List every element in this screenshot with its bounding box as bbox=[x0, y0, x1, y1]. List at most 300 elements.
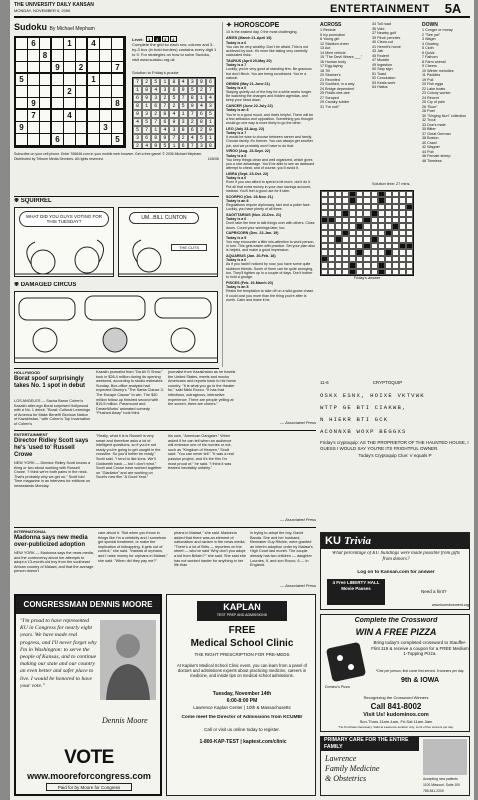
sudoku-cell[interactable] bbox=[88, 50, 100, 62]
sudoku-cell[interactable] bbox=[40, 122, 52, 134]
across-clue: 45 Rodent bbox=[372, 53, 390, 58]
sudoku-cell[interactable] bbox=[88, 122, 100, 134]
down-clue: 4 Glowing bbox=[422, 41, 439, 46]
solution-cell: 6 bbox=[206, 78, 215, 86]
horoscope-rating: Today is a 5 bbox=[226, 235, 247, 240]
circus-icon: ❋ bbox=[14, 282, 21, 288]
sudoku-cell[interactable]: 9 bbox=[28, 98, 40, 110]
sudoku-title-text: Sudoku bbox=[14, 22, 47, 32]
crossword-square[interactable] bbox=[392, 269, 399, 275]
crossword-square[interactable] bbox=[385, 269, 392, 275]
crossword-answer-label: Friday's answer bbox=[353, 276, 381, 280]
sudoku-cell[interactable] bbox=[64, 62, 76, 74]
crossword-section bbox=[320, 22, 470, 284]
dominos-title: Complete the Crossword bbox=[354, 617, 438, 624]
sudoku-cell[interactable] bbox=[28, 134, 40, 146]
solution-time: Solution time: 27 mins. bbox=[372, 182, 411, 186]
down-clue: 40 Crawl bbox=[422, 140, 437, 145]
kaplan-call: Call or visit us online today to register. bbox=[204, 727, 280, 732]
horoscope-rating: Today is a 6 bbox=[226, 85, 247, 90]
sudoku-cell[interactable] bbox=[16, 98, 28, 110]
across-clue: 47 Muddle bbox=[372, 58, 390, 62]
level-box: 2 bbox=[154, 36, 161, 42]
down-clue: 25 Cry of pain bbox=[422, 100, 445, 104]
kaplan-ad[interactable] bbox=[166, 594, 316, 796]
comic-rule bbox=[14, 196, 219, 197]
crossword-square[interactable] bbox=[342, 269, 349, 275]
crossword-square[interactable] bbox=[363, 269, 370, 275]
masthead-rule bbox=[14, 16, 470, 18]
sudoku-cell[interactable] bbox=[52, 50, 64, 62]
sudoku-cell[interactable]: 6 bbox=[52, 134, 64, 146]
sudoku-cell[interactable] bbox=[88, 134, 100, 146]
horoscope-entry bbox=[226, 82, 316, 103]
crossword-square[interactable] bbox=[406, 269, 413, 275]
cryptoquip-line: OSKX ESNX, HOIXE VKTVWK bbox=[320, 392, 425, 399]
across-clue: 20 Strainer's bbox=[320, 73, 341, 77]
solution-cell: 3 bbox=[151, 94, 160, 102]
sudoku-cell[interactable]: 2 bbox=[76, 62, 88, 74]
ku-hint: Need a hint? bbox=[421, 589, 447, 594]
sudoku-cell[interactable]: 8 bbox=[40, 50, 52, 62]
across-title: ACROSS bbox=[320, 22, 342, 28]
kaplan-body: At Kaplan's Medical School Clinic event, you can learn from a panel of doctors and admissions experts about practicing medicine, careers in medicine, and inside tips on medical school admissions. bbox=[177, 663, 307, 679]
solution-cell: 7 bbox=[179, 94, 188, 102]
dominos-url[interactable]: Visit Us! kudominos.com bbox=[363, 712, 429, 718]
sudoku-cell[interactable] bbox=[16, 62, 28, 74]
sudoku-cell[interactable] bbox=[100, 74, 112, 86]
madonna-credit: — Associated Press bbox=[280, 583, 316, 588]
sudoku-cell[interactable]: 5 bbox=[16, 74, 28, 86]
solution-cell: 1 bbox=[179, 110, 188, 118]
horoscope-text: Luckily, you're very good at standing firm. Be gracious but don't flinch. You are being scrutinized. You're a natural. bbox=[226, 67, 312, 80]
horoscope-text: Regulations require diplomacy, tact and a poker face. Luckily, you have plenty of all three. bbox=[226, 203, 311, 212]
down-clue: 5 Cloth bbox=[422, 46, 434, 50]
solution-cell: 7 bbox=[188, 110, 197, 118]
solution-cell: 4 bbox=[133, 118, 142, 126]
solution-cell: 5 bbox=[160, 142, 169, 149]
solution-cell: 7 bbox=[160, 102, 169, 110]
solution-cell: 5 bbox=[197, 134, 206, 142]
borat-headline: Borat spoof surprisingly takes No. 1 spot in debut bbox=[14, 376, 86, 389]
down-clue: 32 Trout bbox=[422, 118, 436, 122]
sudoku-cell[interactable] bbox=[16, 38, 28, 50]
sudoku-cell[interactable] bbox=[100, 110, 112, 122]
horoscope-sign: PISCES (Feb. 19-March 20) bbox=[226, 280, 273, 285]
sudoku-cell[interactable] bbox=[112, 50, 124, 62]
sudoku-cell[interactable] bbox=[40, 110, 52, 122]
sudoku-cell[interactable] bbox=[64, 74, 76, 86]
sudoku-cell[interactable] bbox=[16, 86, 28, 98]
cryptoquip-answer: AS THE PROPRIETOR OF THE HAUNTED HOUSE, I GUESS I WOULD SAY YOU'RE ITS FRIGHTFUL OWNER. bbox=[320, 440, 469, 451]
sudoku-cell[interactable] bbox=[28, 74, 40, 86]
sudoku-intro: Complete the grid so each row, column and 3-by-3 box (in bold borders) contains every digit 1 to 9. For strategies on how to solve Sudoku, visit www.sudoku.org.uk bbox=[132, 42, 217, 62]
crossword-grid[interactable] bbox=[320, 190, 414, 276]
sudoku-cell[interactable] bbox=[52, 74, 64, 86]
solution-cell: 5 bbox=[179, 102, 188, 110]
horoscope-rating: Today is an 8 bbox=[226, 198, 249, 203]
sudoku-cell[interactable] bbox=[76, 98, 88, 110]
solution-cell: 2 bbox=[197, 126, 206, 134]
primary-care-ad[interactable] bbox=[320, 736, 470, 796]
horoscope-sign: SAGITTARIUS (Nov. 22-Dec. 21) bbox=[226, 212, 282, 217]
sudoku-grid[interactable] bbox=[14, 36, 126, 148]
solution-cell: 1 bbox=[142, 102, 151, 110]
horoscope-text: Staying quietly out of the fray for a while works longer. Be watching the changes and hidden agendas, and keep your head down. bbox=[226, 90, 312, 103]
sudoku-cell[interactable] bbox=[88, 98, 100, 110]
cryptoquip-clue: Today's Cryptoquip Clue: V equals P bbox=[358, 453, 432, 459]
sudoku-cell[interactable] bbox=[40, 86, 52, 98]
paper-name: THE UNIVERSITY DAILY KANSAN bbox=[14, 2, 94, 8]
solution-cell: 5 bbox=[169, 94, 178, 102]
horoscope-sign: CAPRICORN (Dec. 22-Jan. 19) bbox=[226, 231, 279, 236]
across-clue: 50 Stop sign bbox=[372, 67, 393, 71]
sudoku-cell[interactable] bbox=[76, 110, 88, 122]
solution-cell: 2 bbox=[179, 134, 188, 142]
moore-signature: Dennis Moore bbox=[102, 716, 148, 725]
sudoku-cell[interactable] bbox=[100, 62, 112, 74]
down-clue: 33 Doe's mate bbox=[422, 122, 446, 127]
sudoku-cell[interactable] bbox=[64, 98, 76, 110]
solution-cell: 3 bbox=[206, 102, 215, 110]
sudoku-cell[interactable]: 6 bbox=[28, 38, 40, 50]
ku-logo: KU bbox=[325, 535, 341, 547]
across-clue: 1 Recede bbox=[320, 28, 336, 32]
circus-drawing bbox=[15, 292, 217, 362]
sudoku-cell[interactable] bbox=[52, 38, 64, 50]
damaged-circus-comic bbox=[14, 282, 219, 364]
moore-ad[interactable] bbox=[14, 594, 162, 796]
scott-headline: Director Ridley Scott says he's 'used to' Russell Crowe bbox=[14, 438, 89, 458]
solution-cell: 2 bbox=[188, 118, 197, 126]
across-clue: 43 Jab bbox=[372, 49, 384, 53]
borat-text: LOS ANGELES — Sacha Baron Cohen's Kazakh alter-ego Borat surprised Hollywood with a No. 1 debut. "Borat: Cultural Learnings of America for Make Benefit Glorious Nation of Kazakhstan," with Cohen's Top Incarnation of Cohen's bbox=[14, 399, 91, 426]
solution-cell: 9 bbox=[151, 142, 160, 149]
scott-col2: "Really, what it is is Russell is very smart and therefore asks a lot of intelligent questions, so if you're not ready you're going to get caught in the crossfire. So you'd better be ready," Scott said. "I tend to like lions. We'll Goldsmith hack — but I don't mind." Scott and Crowe have worked together on "Gladiator" and are working on Scott's new film "A Good Year." bbox=[96, 434, 162, 480]
kaplan-logo: KAPLAN bbox=[223, 602, 261, 612]
squirrel-title-text: SQUIRREL bbox=[20, 198, 52, 204]
sudoku-cell[interactable] bbox=[40, 38, 52, 50]
sudoku-cell[interactable]: 3 bbox=[100, 122, 112, 134]
primary-staff-photo bbox=[423, 739, 467, 775]
kaplan-sub: THE RIGHT PRESCRIPTION FOR PRE-MEDS bbox=[194, 652, 290, 657]
dominos-limit: *One per person, first come first served. 5 winners per day. bbox=[375, 669, 465, 673]
sudoku-cell[interactable] bbox=[28, 50, 40, 62]
moore-vote: VOTE bbox=[64, 747, 114, 768]
ku-trivia-header bbox=[321, 533, 470, 549]
solution-cell: 9 bbox=[160, 134, 169, 142]
kaplan-contact[interactable]: 1-800-KAP-TEST | kaptest.com/clinic bbox=[199, 739, 287, 745]
across-clue: 40 Clean-cut bbox=[372, 40, 393, 44]
ku-url[interactable]: www.kuendowment.org bbox=[431, 603, 469, 607]
sudoku-cell[interactable] bbox=[76, 122, 88, 134]
sudoku-cell[interactable] bbox=[100, 50, 112, 62]
horoscope-sign: CANCER (June 22-July 22) bbox=[226, 104, 273, 109]
dominos-body: Bring today's completed crossword to Stauffer-Flint 119 & receive a coupon for a FREE Medium 1-Topping Pizza. bbox=[371, 640, 469, 657]
solution-cell: 2 bbox=[160, 94, 169, 102]
sudoku-cell[interactable] bbox=[16, 110, 28, 122]
sudoku-cell[interactable] bbox=[64, 50, 76, 62]
sudoku-date-code: 11/6/06 bbox=[207, 156, 219, 161]
horoscope-entry bbox=[226, 59, 316, 80]
sudoku-cell[interactable] bbox=[16, 134, 28, 146]
sudoku-cell[interactable] bbox=[76, 74, 88, 86]
solution-cell: 6 bbox=[179, 142, 188, 149]
horoscope-intro: 10 is the easiest day, 0 the most challenging. bbox=[226, 30, 298, 34]
sudoku-cell[interactable] bbox=[88, 86, 100, 98]
down-clue: 42 Wagner bbox=[422, 145, 440, 149]
dominos-logo-text: Domino's Pizza bbox=[325, 685, 350, 689]
sudoku-cell[interactable] bbox=[40, 134, 52, 146]
solution-cell: 8 bbox=[142, 86, 151, 94]
sudoku-cell[interactable] bbox=[28, 122, 40, 134]
sudoku-cell[interactable]: 2 bbox=[64, 86, 76, 98]
across-clue: 15 "The Devil Wears ___" bbox=[320, 55, 363, 59]
level-box: 3 bbox=[162, 36, 169, 42]
sudoku-cell[interactable] bbox=[52, 98, 64, 110]
sudoku-cell[interactable] bbox=[64, 134, 76, 146]
sudoku-cell[interactable] bbox=[76, 50, 88, 62]
kaplan-url[interactable]: kaptest.com/clinic bbox=[243, 739, 287, 745]
solution-cell: 8 bbox=[179, 126, 188, 134]
ku-cta[interactable]: Log on to Kansan.com for answer bbox=[357, 570, 435, 575]
sudoku-cell[interactable]: 1 bbox=[64, 38, 76, 50]
sudoku-cell[interactable]: 4 bbox=[88, 38, 100, 50]
horoscope-entry bbox=[226, 172, 316, 193]
squirrel-icon: ❋ bbox=[14, 198, 21, 204]
sudoku-cell[interactable]: 9 bbox=[16, 122, 28, 134]
circus-title-text: DAMAGED CIRCUS bbox=[20, 282, 77, 288]
squirrel-bubble-1: WHAT DID YOU GUYS VOTING FOR THIS TUESDAY? bbox=[19, 211, 109, 227]
down-clue: 1 Conger or moray bbox=[422, 28, 453, 32]
moore-paid: Paid for by Moore for Congress bbox=[46, 783, 132, 791]
kaplan-date: Tuesday, November 14th bbox=[212, 691, 272, 697]
more-across-clues bbox=[372, 22, 420, 182]
sudoku-cell[interactable]: 8 bbox=[112, 98, 124, 110]
across-clue: 5 Ivy promotion bbox=[320, 32, 346, 37]
sudoku-cell[interactable] bbox=[112, 38, 124, 50]
cryptoquip-header bbox=[320, 380, 470, 386]
sudoku-cell[interactable]: 9 bbox=[52, 62, 64, 74]
circus-title bbox=[14, 282, 219, 289]
dominos-location: 9th & IOWA bbox=[400, 677, 440, 684]
page-number: 5A bbox=[444, 1, 462, 16]
sudoku-cell[interactable] bbox=[112, 86, 124, 98]
down-clue: 6 Quick bbox=[422, 50, 435, 55]
sudoku-cell[interactable] bbox=[100, 98, 112, 110]
kaplan-title: Medical School Clinic bbox=[190, 638, 294, 649]
crossword-square[interactable] bbox=[371, 269, 378, 275]
sudoku-cell[interactable] bbox=[40, 74, 52, 86]
madonna-col3: phans in Malawi," she said. Madonna added that there was an element of nationalism and racism in the news media. "There's a lot of Brits — reporters on the street — who've said 'Why don't you adopt a kid from Britain?'" she said. She said she has not worked harder for anything in her life than bbox=[174, 531, 246, 568]
sudoku-footer-text: Subscribe on your cell phone. Enter 766646.com in your mobile web browser. Get a free game! bbox=[14, 152, 162, 156]
down-clue: 10 Winter melodies bbox=[422, 68, 454, 73]
solution-cell: 6 bbox=[133, 94, 142, 102]
sudoku-cell[interactable] bbox=[76, 86, 88, 98]
sudoku-cell[interactable] bbox=[100, 134, 112, 146]
across-clue: 23 Soothed, in a way bbox=[320, 82, 355, 86]
across-clue: 39 Pinch pennies bbox=[372, 35, 401, 40]
crossword-square[interactable] bbox=[328, 269, 335, 275]
sudoku-cell[interactable] bbox=[16, 50, 28, 62]
down-clue: 8 Farm animal bbox=[422, 59, 446, 64]
squirrel-panel-1 bbox=[14, 207, 114, 277]
sudoku-credit: © 2006 Michael Mepham. Distributed by Tribune Media Services. All rights reserved. bbox=[14, 152, 203, 161]
solution-cell: 7 bbox=[169, 134, 178, 142]
solution-cell: 7 bbox=[151, 118, 160, 126]
across-clue: 8 Young girl bbox=[320, 37, 340, 41]
horoscope-sign: LIBRA (Sept. 23-Oct. 22) bbox=[226, 171, 269, 176]
solution-cell: 9 bbox=[206, 126, 215, 134]
solution-cell: 8 bbox=[206, 142, 215, 149]
squirrel-bubble-2: UM...BILL CLINTON bbox=[129, 212, 199, 224]
solution-cell: 7 bbox=[206, 86, 215, 94]
crossword-square[interactable] bbox=[335, 269, 342, 275]
solution-cell: 3 bbox=[188, 78, 197, 86]
down-clue: 3 Wager bbox=[422, 37, 436, 41]
sudoku-title bbox=[14, 22, 219, 35]
kaplan-dean: Come meet the Director of Admissions from KCUMB! bbox=[181, 715, 303, 720]
kaplan-place: Lawrence Kaplan Center | 10th & Massachusetts bbox=[193, 705, 291, 710]
moore-portrait bbox=[100, 620, 156, 700]
solution-cell: 8 bbox=[169, 78, 178, 86]
sudoku-cell[interactable] bbox=[52, 122, 64, 134]
sudoku-cell[interactable]: 1 bbox=[88, 74, 100, 86]
solution-cell: 7 bbox=[133, 78, 142, 86]
crossword-square[interactable] bbox=[356, 269, 363, 275]
moore-url[interactable]: www.mooreforcongress.com bbox=[27, 771, 151, 781]
moore-photo bbox=[100, 620, 156, 700]
sudoku-cell[interactable] bbox=[40, 62, 52, 74]
sudoku-cell[interactable] bbox=[100, 38, 112, 50]
horoscope-sign: GEMINI (May 21-June 21) bbox=[226, 81, 270, 86]
down-clue: 24 Recent bbox=[422, 95, 439, 100]
sudoku-cell[interactable]: 7 bbox=[28, 110, 40, 122]
sudoku-cell[interactable]: 5 bbox=[112, 134, 124, 146]
dominos-win: WIN A FREE PIZZA bbox=[355, 627, 437, 637]
solution-cell: 9 bbox=[197, 78, 206, 86]
sudoku-cell[interactable] bbox=[64, 122, 76, 134]
solution-cell: 8 bbox=[151, 134, 160, 142]
sudoku-cell[interactable] bbox=[40, 98, 52, 110]
primary-phone[interactable]: 785.841.2200 bbox=[423, 789, 444, 793]
solution-cell: 1 bbox=[160, 78, 169, 86]
sudoku-instructions bbox=[132, 36, 218, 66]
kaplan-phone[interactable]: 1-800-KAP-TEST bbox=[199, 739, 239, 745]
across-clue: 29 Cavalry soldier bbox=[320, 100, 350, 104]
down-clue: 37 Great German bbox=[422, 131, 451, 136]
crossword-block bbox=[378, 269, 385, 275]
cryptoquip-line: WTTP GE BTI CIAKWB, bbox=[320, 404, 407, 411]
borat-col3: journalist from Kazakhstan as he travels the United States, meets and mocks Americans and reports back to his home country. "It is what you go to the theater for," said Nikki Rocco. "It has that infectious, outrageous, interactive experience. There are people yelling at the screen, there are cheers." bbox=[168, 370, 236, 407]
sudoku-cell[interactable]: 4 bbox=[64, 110, 76, 122]
madonna-text: NEW YORK — Madonna says the news media, and the controversy about her attempts to adopt a 13-month-old boy from the southeast African country of Malawi, and that the average person doesn't bbox=[14, 551, 94, 574]
horoscope-sign: AQUARIUS (Jan. 20-Feb. 18) bbox=[226, 253, 276, 258]
sudoku-cell[interactable] bbox=[76, 134, 88, 146]
horoscope-text: Even if you can afford to spend a bit more, don't do it. Put all that extra money in your own savings account, instead. You'll feel a good use for it later. bbox=[226, 180, 311, 193]
horoscope-text: Don't take the time to talk things over with others. Close doors. Count your winnings later, too. bbox=[226, 221, 315, 230]
solution-cell: 6 bbox=[160, 118, 169, 126]
solution-cell: 6 bbox=[197, 110, 206, 118]
solution-cell: 4 bbox=[197, 102, 206, 110]
sudoku-cell[interactable] bbox=[112, 110, 124, 122]
ku-trivia-ad[interactable] bbox=[320, 532, 470, 610]
madonna-col4: in trying to adopt the boy, David Banda. She and her husband, filmmaker Guy Ritchie, were granted an interim adoption order by Malawi's High Court last month. The couple already has two children — daughter Lourdes, 9, and son Rocco, 6 — in England. bbox=[250, 531, 313, 568]
solution-cell: 3 bbox=[179, 118, 188, 126]
horoscope-text: It would be wise to choose between career and family. Choose family. It's forever. You can always get another job, and we probably won't have to do that. bbox=[226, 135, 313, 148]
down-clue: 28 Poet bbox=[422, 109, 435, 113]
moore-quote: "I'm proud to have represented KU in Congress for nearly eight years. We have made real progress, and I'll never forget why I'm in Washington: to serve the people of Kansas, and to continue making our state and our country an even better and safer place to live. I would be honored to have your vote." bbox=[20, 618, 97, 689]
solution-cell: 1 bbox=[151, 126, 160, 134]
ku-trivia-title: Trivia bbox=[343, 535, 372, 547]
sudoku-cell[interactable] bbox=[112, 122, 124, 134]
solution-cell: 2 bbox=[169, 102, 178, 110]
kaplan-logo-box bbox=[197, 601, 287, 621]
dominos-ad[interactable] bbox=[320, 614, 470, 732]
news-rule-3 bbox=[14, 527, 316, 528]
horoscope-sign: TAURUS (April 20-May 20) bbox=[226, 58, 272, 63]
across-clue: 13 Act bbox=[320, 46, 331, 50]
borat-credit: — Associated Press bbox=[280, 420, 316, 425]
scott-credit: — Associated Press bbox=[280, 517, 316, 522]
across-clue: 25 Fiddle-dee-dee bbox=[320, 91, 350, 95]
crossword-square[interactable] bbox=[321, 269, 328, 275]
solution-cell: 3 bbox=[169, 126, 178, 134]
sudoku-cell[interactable] bbox=[100, 86, 112, 98]
circus-panel bbox=[14, 291, 218, 363]
sudoku-cell[interactable] bbox=[112, 74, 124, 86]
ent-label: ENTERTAINMENT bbox=[14, 432, 48, 437]
solution-cell: 3 bbox=[197, 142, 206, 149]
across-clue: 34 Toll road bbox=[372, 22, 391, 26]
sudoku-cell[interactable] bbox=[88, 110, 100, 122]
solution-cell: 1 bbox=[206, 134, 215, 142]
across-clue: 16 Human body bbox=[320, 59, 347, 64]
solution-cell: 9 bbox=[188, 102, 197, 110]
sudoku-cell[interactable] bbox=[28, 62, 40, 74]
solution-cell: 4 bbox=[206, 94, 215, 102]
moore-title: CONGRESSMAN DENNIS MOORE bbox=[16, 596, 160, 614]
sudoku-cell[interactable] bbox=[88, 62, 100, 74]
cryptoquip-section bbox=[320, 380, 470, 530]
horoscope-text: You're in a good mood, and that's helpful. There will be a few setbacks and opposition. Something you thought would go one way is more likely to go the other. bbox=[226, 112, 314, 126]
sudoku-cell[interactable]: 7 bbox=[112, 62, 124, 74]
across-clue: 12 Stadium cheer bbox=[320, 41, 349, 46]
madonna-headline: Madonna says new media over-publicized adoption bbox=[14, 535, 88, 548]
dominos-call[interactable]: Call 841-8002 bbox=[370, 702, 422, 711]
solution-cell: 8 bbox=[160, 110, 169, 118]
crossword-square[interactable] bbox=[399, 269, 406, 275]
sudoku-cell[interactable] bbox=[28, 86, 40, 98]
solution-cell: 9 bbox=[169, 118, 178, 126]
dominos-hours: Sun-Thurs 11am-1am, Fri-Sat 11am-3am bbox=[359, 719, 433, 724]
sudoku-footer bbox=[14, 152, 219, 162]
across-clue: 18 Till bbox=[320, 68, 330, 73]
horoscope-section bbox=[222, 22, 316, 367]
horoscope-rating: Today is a 6 bbox=[226, 153, 247, 158]
sudoku-cell[interactable] bbox=[76, 38, 88, 50]
across-clue: 24 Bridge dependent bbox=[320, 86, 355, 91]
sudoku-cell[interactable] bbox=[52, 110, 64, 122]
solution-cell: 6 bbox=[188, 126, 197, 134]
solution-cell: 3 bbox=[133, 134, 142, 142]
horoscope-sign: VIRGO (Aug. 23-Sept. 22) bbox=[226, 149, 271, 154]
newspaper-page bbox=[10, 0, 474, 800]
squirrel-title bbox=[14, 198, 219, 205]
across-clue: 41 Hermit's home bbox=[372, 44, 401, 49]
down-clue: 23 Colony worker bbox=[422, 91, 451, 95]
sudoku-cell[interactable] bbox=[52, 86, 64, 98]
